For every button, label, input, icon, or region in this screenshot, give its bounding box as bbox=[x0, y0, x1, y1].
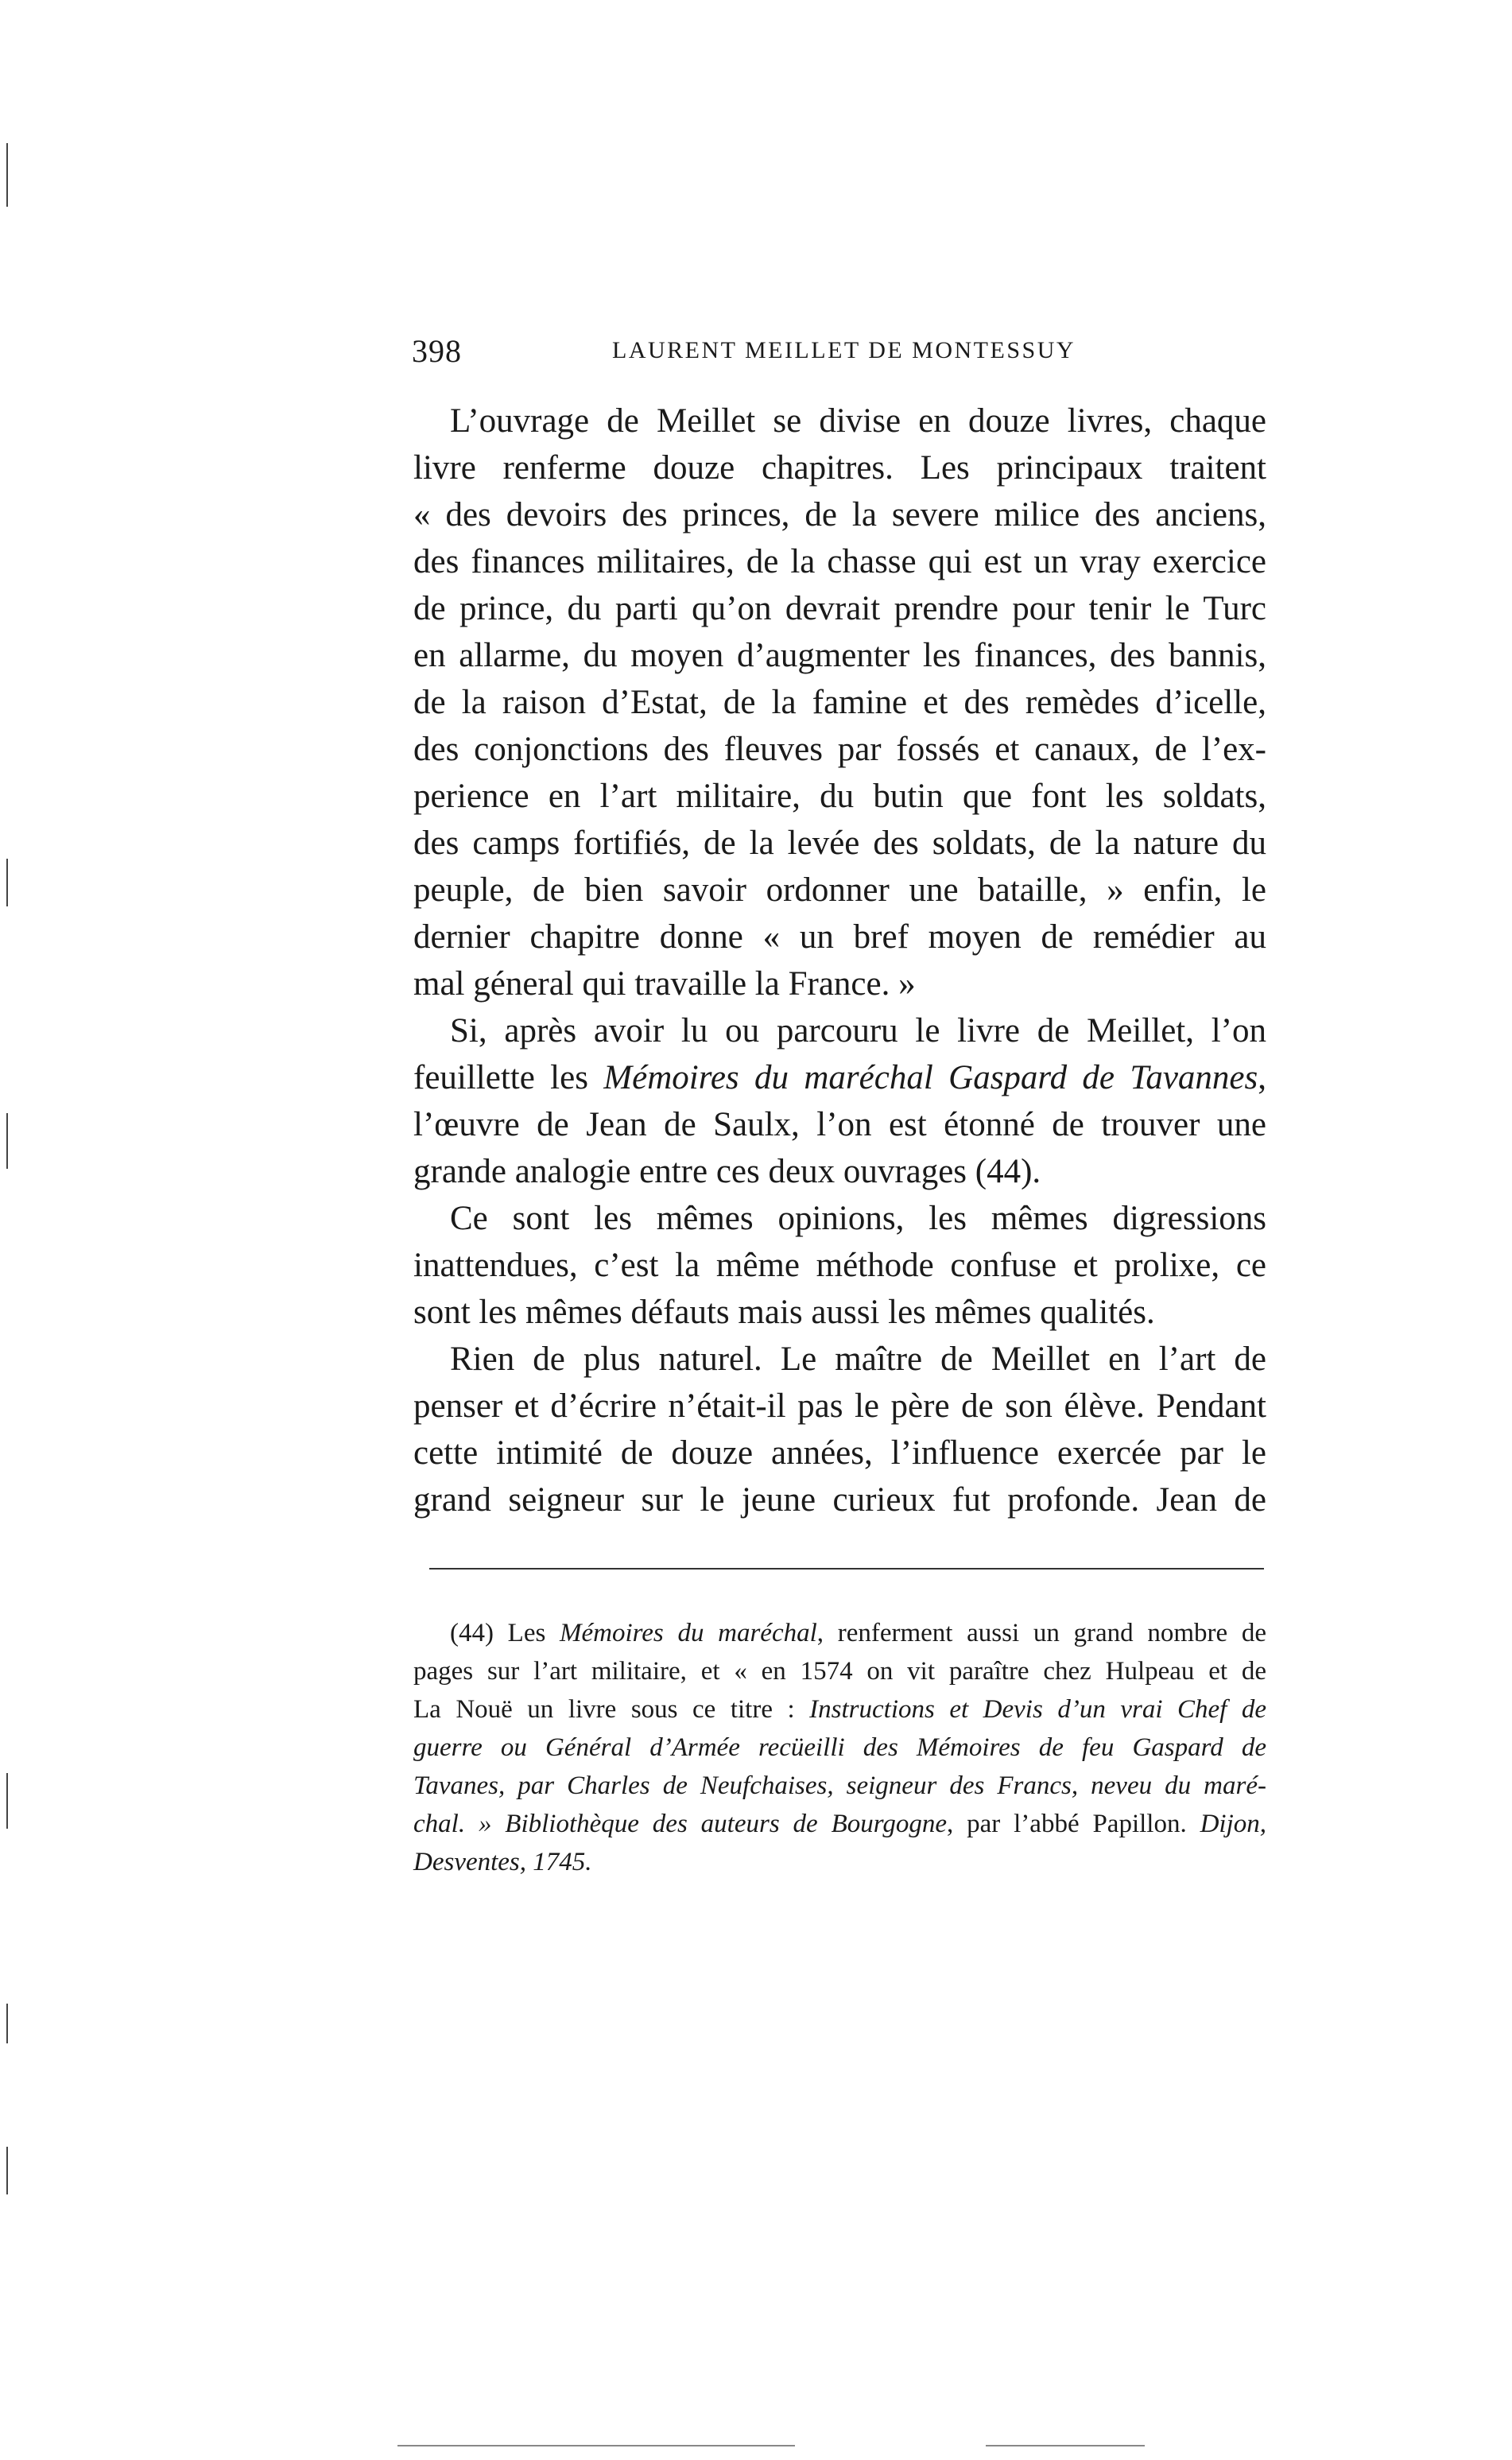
footnote-title: Instructions et Devis d’un vrai Chef de bbox=[809, 1695, 1266, 1724]
text-segment: (44) Les bbox=[450, 1619, 560, 1647]
scan-margin-mark bbox=[6, 1773, 8, 1829]
text-line: inattendues, c’est la même méthode confuse et prolixe, ce bbox=[413, 1247, 1266, 1284]
footnote-title: chal. » Bibliothèque des auteurs de Bourgogne bbox=[413, 1810, 947, 1838]
text-line: penser et d’écrire n’était-il pas le père de son élève. Pendant bbox=[413, 1387, 1266, 1425]
text-line: des finances militaires, de la chasse qui est un vray exercice bbox=[413, 543, 1266, 580]
text-line: perience en l’art militaire, du butin que font les soldats, bbox=[413, 778, 1266, 815]
text-line: grande analogie entre ces deux ouvrages (44). bbox=[413, 1153, 1041, 1190]
book-title: Mémoires du maréchal Gaspard de Tavannes bbox=[603, 1059, 1258, 1096]
footnote-line bbox=[413, 1614, 1266, 1652]
text-segment: , bbox=[1258, 1059, 1266, 1096]
text-line: des conjonctions des fleuves par fossés et canaux, de l’ex- bbox=[413, 731, 1266, 768]
text-segment: La Nouë un livre sous ce titre : bbox=[413, 1695, 810, 1724]
text-line: grand seigneur sur le jeune curieux fut profonde. Jean de bbox=[413, 1481, 1266, 1519]
text-line: peuple, de bien savoir ordonner une bataille, » enfin, le bbox=[413, 871, 1266, 909]
text-segment: , par l’abbé Papillon. bbox=[947, 1810, 1200, 1838]
footnote-line: pages sur l’art militaire, et « en 1574 on vit paraître chez Hulpeau et de bbox=[413, 1657, 1266, 1686]
text-line: dernier chapitre donne « un bref moyen de remédier au bbox=[413, 918, 1266, 956]
text-line: en allarme, du moyen d’augmenter les finances, des bannis, bbox=[413, 637, 1266, 674]
running-title: LAURENT MEILLET DE MONTESSUY bbox=[612, 337, 1076, 363]
footnote-title: Tavanes, par Charles de Neufchaises, seigneur des Francs, neveu du maré- bbox=[413, 1771, 1266, 1800]
text-line: livre renferme douze chapitres. Les principaux traitent bbox=[413, 449, 1266, 487]
footnote-title: guerre ou Général d’Armée recüeilli des Mémoires de feu Gaspard de bbox=[413, 1733, 1266, 1762]
text-line: L’ouvrage de Meillet se divise en douze livres, chaque bbox=[450, 402, 1266, 440]
scan-margin-mark bbox=[6, 143, 8, 207]
text-line: mal géneral qui travaille la France. » bbox=[413, 965, 916, 1003]
text-line: des camps fortifiés, de la levée des soldats, de la nature du bbox=[413, 825, 1266, 862]
text-line: l’œuvre de Jean de Saulx, l’on est étonné de trouver une bbox=[413, 1106, 1266, 1143]
scan-margin-mark bbox=[6, 2147, 8, 2194]
scan-margin-mark bbox=[6, 1113, 8, 1169]
paragraph-2 bbox=[413, 1007, 1266, 1195]
scan-margin-mark bbox=[6, 2004, 8, 2043]
text-line: de la raison d’Estat, de la famine et des remèdes d’icelle, bbox=[413, 684, 1266, 721]
footnote-line bbox=[413, 1767, 1266, 1805]
footnote-divider bbox=[429, 1568, 1264, 1570]
text-line: Si, après avoir lu ou parcouru le livre de Meillet, l’on bbox=[450, 1012, 1266, 1050]
text-segment: feuillette les bbox=[413, 1059, 604, 1096]
text-line: cette intimité de douze années, l’influence exercée par le bbox=[413, 1434, 1266, 1472]
footnote-line bbox=[413, 1690, 1266, 1729]
page-number: 398 bbox=[412, 333, 462, 369]
footnote-place: Dijon, bbox=[1200, 1810, 1267, 1838]
text-line: Rien de plus naturel. Le maître de Meillet en l’art de bbox=[450, 1341, 1266, 1378]
footnote-44 bbox=[413, 1614, 1266, 1881]
scan-edge-rule bbox=[397, 2445, 795, 2446]
footnote-publisher: Desventes, 1745. bbox=[413, 1848, 592, 1876]
footnote-line bbox=[413, 1805, 1266, 1843]
scan-margin-mark bbox=[6, 859, 8, 906]
footnote-line bbox=[413, 1729, 1266, 1767]
footnote-line bbox=[413, 1843, 1266, 1881]
paragraph-1 bbox=[413, 398, 1266, 1007]
text-line: sont les mêmes défauts mais aussi les mêmes qualités. bbox=[413, 1294, 1155, 1331]
text-line: de prince, du parti qu’on devrait prendre pour tenir le Turc bbox=[413, 590, 1266, 627]
body-text bbox=[413, 398, 1266, 1523]
footnote-title: Mémoires du maréchal bbox=[560, 1619, 817, 1647]
text-segment: , renferment aussi un grand nombre de bbox=[816, 1619, 1266, 1647]
text-line: « des devoirs des princes, de la severe milice des anciens, bbox=[413, 496, 1266, 534]
paragraph-3 bbox=[413, 1195, 1266, 1336]
paragraph-4 bbox=[413, 1336, 1266, 1523]
text-line-with-title bbox=[413, 1054, 1266, 1101]
scan-edge-rule bbox=[986, 2445, 1145, 2446]
text-line: Ce sont les mêmes opinions, les mêmes digressions bbox=[450, 1200, 1266, 1237]
